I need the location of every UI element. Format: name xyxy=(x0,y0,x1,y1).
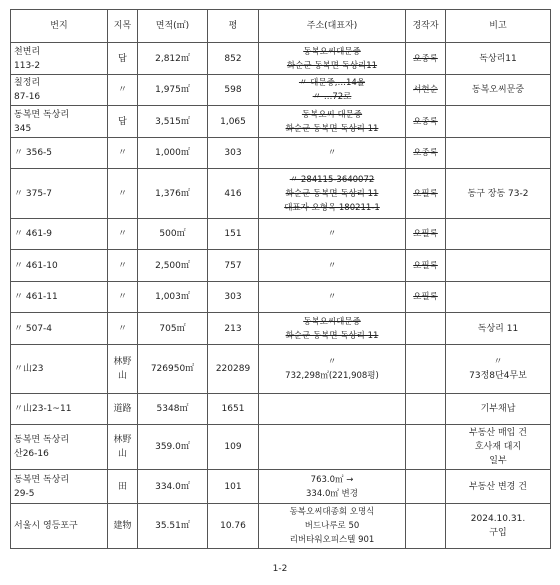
cell-lot-line: 천변리 xyxy=(14,46,41,57)
cell-farmer xyxy=(406,425,446,470)
cell-pyeong-text: 101 xyxy=(224,481,242,492)
cell-pyeong xyxy=(208,250,259,282)
cell-lot-line: 동복면 독상리 xyxy=(14,435,70,445)
cell-lot-line: 345 xyxy=(14,123,32,134)
cell-type-text: 林野山 xyxy=(113,435,132,459)
cell-area xyxy=(138,345,208,394)
cell-address-line: 동복오씨대종회 오명식 xyxy=(289,507,375,517)
cell-lot xyxy=(11,425,108,470)
table-row xyxy=(11,504,551,549)
cell-lot xyxy=(11,138,108,169)
cell-address-line: 화순군 동복면 독상리 11 xyxy=(285,123,379,134)
cell-type xyxy=(108,106,138,138)
cell-pyeong-text: 151 xyxy=(224,229,242,239)
cell-type xyxy=(108,138,138,169)
header-note: 비고 xyxy=(446,10,551,43)
cell-area xyxy=(138,504,208,549)
cell-type xyxy=(108,504,138,549)
table-row xyxy=(11,345,551,394)
cell-type-text: 道路 xyxy=(113,404,132,414)
cell-lot-line: 〃山23-1~11 xyxy=(14,404,72,414)
cell-farmer-text: 오필록 xyxy=(413,260,438,271)
cell-address xyxy=(259,43,406,75)
cell-address xyxy=(259,313,406,345)
cell-note xyxy=(446,425,551,470)
cell-farmer xyxy=(406,470,446,504)
cell-address xyxy=(259,425,406,470)
cell-address xyxy=(259,138,406,169)
cell-farmer-text: 서현순 xyxy=(413,85,438,95)
header-area: 면적(㎡) xyxy=(138,10,208,43)
cell-address-line: 동복오씨대문중 xyxy=(303,316,361,327)
cell-pyeong-text: 220289 xyxy=(215,364,251,374)
cell-address-line: 763.0㎡ → xyxy=(310,474,354,485)
cell-area-text: 1,376㎡ xyxy=(155,188,190,199)
cell-farmer xyxy=(406,219,446,250)
cell-area-text: 2,500㎡ xyxy=(155,260,190,271)
cell-note-text: 독상리 11 xyxy=(477,323,519,334)
cell-pyeong-text: 109 xyxy=(224,442,242,452)
cell-farmer-text: 오종록 xyxy=(413,148,438,158)
cell-address xyxy=(259,470,406,504)
cell-farmer xyxy=(406,313,446,345)
cell-address xyxy=(259,219,406,250)
cell-address-line: 리버타워오피스텔 901 xyxy=(289,535,375,545)
cell-address xyxy=(259,75,406,106)
cell-farmer xyxy=(406,282,446,313)
table-row xyxy=(11,313,551,345)
cell-farmer-text: 오종록 xyxy=(413,53,438,64)
cell-farmer xyxy=(406,43,446,75)
cell-pyeong xyxy=(208,470,259,504)
cell-area xyxy=(138,106,208,138)
header-address: 주소(대표자) xyxy=(259,10,406,43)
table-row xyxy=(11,75,551,106)
cell-address-line: 732,298㎡(221,908평) xyxy=(285,371,379,381)
cell-type xyxy=(108,425,138,470)
cell-address-line: 화순군 동복면 독상리 11 xyxy=(285,188,379,199)
cell-pyeong xyxy=(208,138,259,169)
cell-area xyxy=(138,75,208,106)
cell-area xyxy=(138,394,208,425)
cell-area xyxy=(138,138,208,169)
cell-type-text: 〃 xyxy=(117,260,127,271)
cell-pyeong xyxy=(208,169,259,219)
cell-note xyxy=(446,43,551,75)
cell-lot-line: 〃 461-9 xyxy=(14,229,53,239)
cell-address-line: 334.0㎡ 변경 xyxy=(306,488,358,499)
cell-address-line: 화순군 동복면 독상리 11 xyxy=(285,330,379,341)
cell-address-line: 동복오씨 대문중 xyxy=(301,109,363,120)
cell-note xyxy=(446,219,551,250)
cell-address-line: 〃 대문중,…14올 xyxy=(298,78,366,88)
cell-address xyxy=(259,250,406,282)
cell-address-line: 대표자 오형옥 180211-1 xyxy=(284,202,380,213)
cell-area xyxy=(138,219,208,250)
cell-address xyxy=(259,504,406,549)
cell-lot xyxy=(11,106,108,138)
cell-lot-line: 〃 461-11 xyxy=(14,292,58,302)
cell-note-line: 2024.10.31. xyxy=(470,514,526,524)
table-row xyxy=(11,394,551,425)
cell-type xyxy=(108,394,138,425)
table-row xyxy=(11,43,551,75)
cell-lot-line: 칠정리 xyxy=(14,78,41,88)
cell-farmer xyxy=(406,138,446,169)
cell-address-line: 〃 xyxy=(327,229,337,239)
cell-type xyxy=(108,282,138,313)
cell-pyeong-text: 1651 xyxy=(221,404,245,414)
cell-area xyxy=(138,250,208,282)
page-number: 1-2 xyxy=(272,564,288,574)
cell-area-text: 35.51㎡ xyxy=(155,521,190,531)
cell-address xyxy=(259,106,406,138)
cell-address-line: 〃 xyxy=(327,260,337,271)
cell-type-text: 〃 xyxy=(117,85,127,95)
cell-lot-line: 산26-16 xyxy=(14,449,49,459)
cell-area-text: 1,003㎡ xyxy=(155,292,190,302)
cell-area-text: 5348㎡ xyxy=(156,404,189,414)
cell-type xyxy=(108,169,138,219)
cell-lot-line: 〃山23 xyxy=(14,364,44,374)
cell-lot xyxy=(11,169,108,219)
header-farmer: 경작자 xyxy=(406,10,446,43)
cell-lot-line: 동복면 독상리 xyxy=(14,109,70,120)
cell-pyeong xyxy=(208,313,259,345)
cell-pyeong-text: 757 xyxy=(224,260,242,271)
cell-pyeong xyxy=(208,282,259,313)
cell-address-line: 화순군 동복면 독상리11 xyxy=(286,60,378,71)
cell-note xyxy=(446,394,551,425)
table-row xyxy=(11,250,551,282)
cell-lot-line: 87-16 xyxy=(14,92,41,102)
cell-type-text: 〃 xyxy=(117,323,127,334)
cell-farmer xyxy=(406,345,446,394)
cell-note-text: 동구 장동 73-2 xyxy=(467,188,529,199)
table-row xyxy=(11,282,551,313)
cell-pyeong xyxy=(208,43,259,75)
cell-pyeong xyxy=(208,75,259,106)
cell-farmer xyxy=(406,75,446,106)
cell-note-line: 호사재 대지 xyxy=(474,442,522,452)
header-lot: 번지 xyxy=(11,10,108,43)
cell-farmer-text: 오필록 xyxy=(413,229,438,239)
cell-note-line: 일부 xyxy=(489,456,507,466)
table-row xyxy=(11,169,551,219)
cell-lot-line: 29-5 xyxy=(14,488,35,499)
cell-area-text: 726950㎡ xyxy=(150,364,195,374)
cell-type-text: 建物 xyxy=(113,521,132,531)
cell-address-line: 〃 284115-3640072 xyxy=(289,174,375,185)
cell-note-line: 73정8단4무보 xyxy=(469,371,527,381)
cell-lot xyxy=(11,470,108,504)
cell-address-line: 동복오씨대문중 xyxy=(303,46,361,57)
cell-farmer-text: 오종록 xyxy=(413,116,438,127)
cell-farmer-text: 오필록 xyxy=(413,188,438,199)
cell-note-line: 구입 xyxy=(489,528,507,538)
cell-lot-line: 〃 375-7 xyxy=(14,188,53,199)
cell-lot xyxy=(11,282,108,313)
cell-area-text: 3,515㎡ xyxy=(155,116,190,127)
cell-address xyxy=(259,345,406,394)
cell-note xyxy=(446,75,551,106)
cell-lot-line: 〃 507-4 xyxy=(14,323,53,334)
cell-note-text: 동복오씨문중 xyxy=(471,85,525,95)
cell-pyeong-text: 303 xyxy=(224,148,242,158)
cell-address xyxy=(259,394,406,425)
cell-note xyxy=(446,169,551,219)
cell-type xyxy=(108,43,138,75)
cell-type-text: 〃 xyxy=(117,148,127,158)
cell-type-text: 田 xyxy=(117,481,127,492)
cell-pyeong xyxy=(208,425,259,470)
cell-lot xyxy=(11,504,108,549)
cell-type-text: 林野山 xyxy=(113,357,132,381)
cell-type-text: 〃 xyxy=(117,292,127,302)
cell-note xyxy=(446,250,551,282)
cell-area-text: 334.0㎡ xyxy=(155,481,190,492)
cell-type xyxy=(108,313,138,345)
cell-area xyxy=(138,282,208,313)
cell-lot-line: 〃 356-5 xyxy=(14,148,53,158)
cell-address-line: 〃 xyxy=(327,148,337,158)
cell-lot xyxy=(11,219,108,250)
table-row xyxy=(11,470,551,504)
cell-pyeong-text: 213 xyxy=(224,323,242,334)
cell-type-text: 답 xyxy=(118,116,127,127)
cell-farmer-text: 오필록 xyxy=(413,292,438,302)
cell-area xyxy=(138,43,208,75)
header-pyeong: 평 xyxy=(208,10,259,43)
cell-address-line: 〃 xyxy=(327,292,337,302)
cell-farmer xyxy=(406,504,446,549)
cell-note xyxy=(446,106,551,138)
cell-lot xyxy=(11,250,108,282)
header-row xyxy=(11,10,551,43)
cell-lot-line: 〃 461-10 xyxy=(14,260,58,271)
cell-pyeong-text: 303 xyxy=(224,292,242,302)
cell-farmer xyxy=(406,169,446,219)
cell-note-text: 독상리11 xyxy=(479,53,517,64)
cell-area xyxy=(138,169,208,219)
cell-address-line: 버드나루로 50 xyxy=(304,521,360,531)
header-type: 지목 xyxy=(108,10,138,43)
table-row xyxy=(11,219,551,250)
cell-pyeong xyxy=(208,504,259,549)
cell-pyeong xyxy=(208,106,259,138)
cell-area-text: 1,975㎡ xyxy=(155,85,190,95)
cell-address-line: 〃 …72로 xyxy=(312,92,352,102)
table-row xyxy=(11,425,551,470)
cell-address xyxy=(259,282,406,313)
cell-area xyxy=(138,313,208,345)
table-row xyxy=(11,138,551,169)
cell-type xyxy=(108,250,138,282)
cell-pyeong-text: 10.76 xyxy=(220,521,246,531)
cell-note-line: 부동산 매입 건 xyxy=(469,428,527,438)
cell-area xyxy=(138,425,208,470)
cell-area-text: 500㎡ xyxy=(159,229,186,239)
cell-pyeong xyxy=(208,219,259,250)
cell-type xyxy=(108,470,138,504)
table-row xyxy=(11,106,551,138)
cell-area-text: 359.0㎡ xyxy=(155,442,190,452)
cell-lot xyxy=(11,394,108,425)
cell-lot xyxy=(11,313,108,345)
cell-address-line: 〃 xyxy=(327,357,337,367)
cell-area-text: 705㎡ xyxy=(159,323,186,334)
cell-pyeong-text: 598 xyxy=(224,85,242,95)
cell-lot xyxy=(11,43,108,75)
cell-type-text: 답 xyxy=(118,53,127,64)
cell-note xyxy=(446,504,551,549)
cell-note-line: 〃 xyxy=(493,357,503,367)
cell-farmer xyxy=(406,250,446,282)
cell-type xyxy=(108,219,138,250)
cell-lot xyxy=(11,75,108,106)
cell-pyeong-text: 416 xyxy=(224,188,242,199)
cell-type-text: 〃 xyxy=(117,188,127,199)
cell-farmer xyxy=(406,394,446,425)
cell-lot-line: 서울시 영등포구 xyxy=(14,521,78,531)
cell-note xyxy=(446,138,551,169)
cell-note xyxy=(446,313,551,345)
cell-area xyxy=(138,470,208,504)
cell-lot-line: 113-2 xyxy=(14,60,41,71)
cell-farmer xyxy=(406,106,446,138)
cell-type-text: 〃 xyxy=(117,229,127,239)
cell-pyeong xyxy=(208,345,259,394)
cell-address xyxy=(259,169,406,219)
cell-area-text: 1,000㎡ xyxy=(155,148,190,158)
cell-type xyxy=(108,345,138,394)
land-registry-table xyxy=(10,9,551,549)
cell-area-text: 2,812㎡ xyxy=(155,53,190,64)
cell-type xyxy=(108,75,138,106)
cell-note-text: 기부채납 xyxy=(480,404,516,414)
cell-lot xyxy=(11,345,108,394)
cell-pyeong-text: 1,065 xyxy=(220,116,246,127)
cell-note-text: 부동산 변경 건 xyxy=(469,481,527,492)
cell-pyeong xyxy=(208,394,259,425)
cell-note xyxy=(446,345,551,394)
cell-note xyxy=(446,470,551,504)
cell-lot-line: 동복면 독상리 xyxy=(14,474,70,485)
cell-pyeong-text: 852 xyxy=(224,53,242,64)
cell-note xyxy=(446,282,551,313)
